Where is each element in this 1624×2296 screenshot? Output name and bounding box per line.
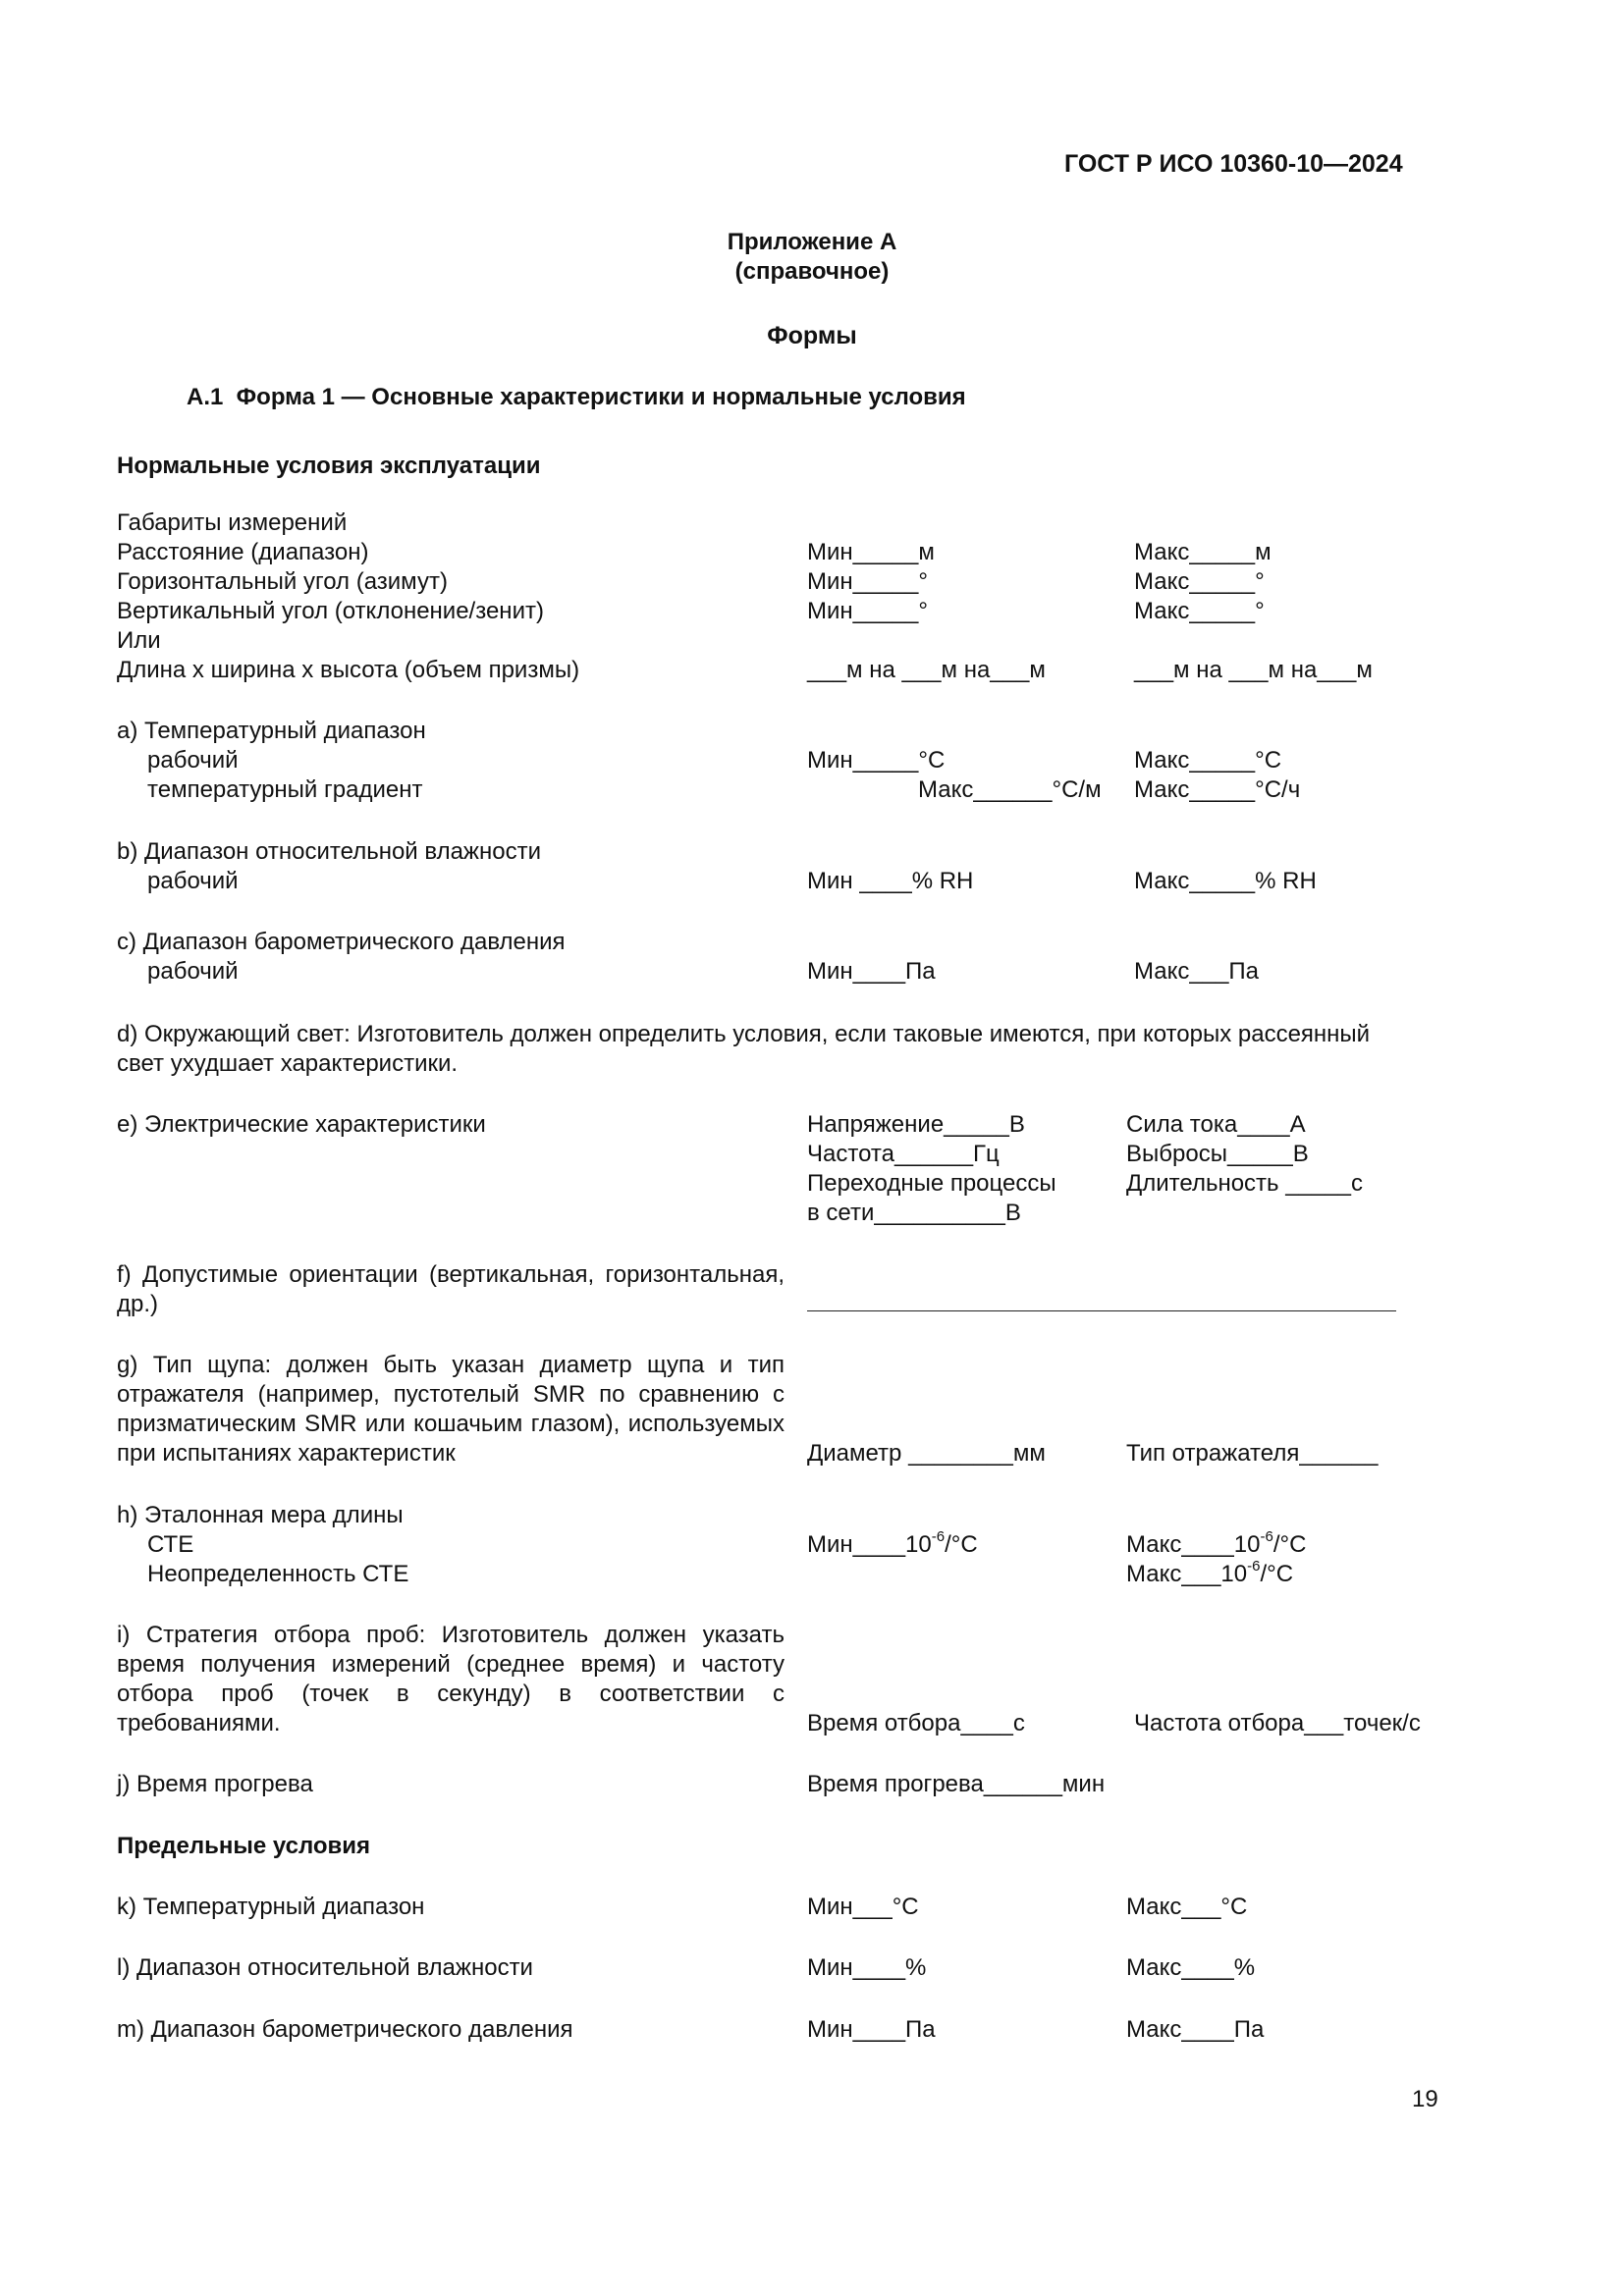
reflector-type-field: Тип отражателя______ <box>1126 1440 1379 1467</box>
section-title: Формы <box>767 322 857 349</box>
vertical-angle-max-field: Макс_____° <box>1134 598 1265 624</box>
temperature-working-label: рабочий <box>147 747 239 774</box>
distance-label: Расстояние (диапазон) <box>117 539 369 565</box>
pressure-working-label: рабочий <box>147 958 239 985</box>
sampling-strategy-text: i) Стратегия отбора проб: Изготовитель должен указать время получения измерений (среднее время) и частоту отбора проб (точек в секунду) в соответствии с требованиями. <box>117 1622 785 1736</box>
probe-diameter-field: Диаметр ________мм <box>807 1440 1046 1467</box>
appendix-title: Приложение А <box>727 229 897 255</box>
pressure-max-field: Макс___Па <box>1134 958 1260 985</box>
pressure-range-title: с) Диапазон барометрического давления <box>117 929 566 955</box>
lwh-label: Длина х ширина х высота (объем призмы) <box>117 657 580 683</box>
gradient-temporal-max-field: Макс_____°С/ч <box>1134 776 1301 803</box>
orientations-blank-line <box>807 1310 1396 1311</box>
gradient-spatial-max-field: Макс______°С/м <box>918 776 1102 803</box>
limit-pressure-min-field: Мин____Па <box>807 2016 936 2043</box>
warmup-field: Время прогрева______мин <box>807 1771 1106 1797</box>
vertical-angle-min-field: Мин_____° <box>807 598 928 624</box>
humidity-max-field: Макс_____% RH <box>1134 868 1317 894</box>
cte-min-field: $Мин\_\_\_\_10^{-6}/^\circ С$ <box>807 1528 978 1558</box>
length-standard-title: h) Эталонная мера длины <box>117 1502 404 1528</box>
horizontal-angle-max-field: Макс_____° <box>1134 568 1265 595</box>
limit-temperature-label: k) Температурный диапазон <box>117 1894 425 1920</box>
humidity-range-title: b) Диапазон относительной влажности <box>117 838 541 865</box>
distance-max-field: Макс_____м <box>1134 539 1272 565</box>
cte-uncertainty-max-field: $Макс\_\_\_10^{-6}/^\circ С$ <box>1126 1558 1294 1587</box>
horizontal-angle-label: Горизонтальный угол (азимут) <box>117 568 448 595</box>
limit-temperature-min-field: Мин___°С <box>807 1894 919 1920</box>
transients-field: в сети__________В <box>807 1200 1021 1226</box>
appendix-subtitle: (справочное) <box>734 258 890 285</box>
temperature-max-field: Макс_____°С <box>1134 747 1282 774</box>
sampling-rate-field: Частота отбора___точек/с <box>1134 1710 1421 1736</box>
electrical-title: e) Электрические характеристики <box>117 1111 486 1138</box>
dimensions-title: Габариты измерений <box>117 509 348 536</box>
limit-humidity-min-field: Мин____% <box>807 1954 927 1981</box>
or-label: Или <box>117 627 161 654</box>
ambient-light-line1: d) Окружающий свет: Изготовитель должен определить условия, если таковые имеются, при которых рассеянный <box>117 1021 1371 1047</box>
limit-pressure-label: m) Диапазон барометрического давления <box>117 2016 573 2043</box>
temperature-range-title: a) Температурный диапазон <box>117 718 426 744</box>
surges-field: Выбросы_____В <box>1126 1141 1309 1167</box>
frequency-field: Частота______Гц <box>807 1141 1000 1167</box>
cte-max-field: $Макс\_\_\_\_10^{-6}/^\circ С$ <box>1126 1528 1307 1558</box>
ambient-light-line2: свет ухудшает характеристики. <box>117 1050 459 1077</box>
limit-temperature-max-field: Макс___°С <box>1126 1894 1248 1920</box>
transients-label: Переходные процессы <box>807 1170 1056 1197</box>
standard-header: ГОСТ Р ИСО 10360-10—2024 <box>1064 150 1403 178</box>
lwh-min-field: ___м на ___м на___м <box>807 657 1046 683</box>
voltage-field: Напряжение_____В <box>807 1111 1025 1138</box>
limit-humidity-max-field: Макс____% <box>1126 1954 1256 1981</box>
distance-min-field: Мин_____м <box>807 539 935 565</box>
probe-type-text: g) Тип щупа: должен быть указан диаметр щупа и тип отражателя (например, пустотелый SMR по сравнению с призматическим SMR или кошачьим глазом), используемых при испытаниях характеристик <box>117 1352 785 1467</box>
humidity-min-field: Мин ____% RH <box>807 868 974 894</box>
warmup-label: j) Время прогрева <box>117 1771 313 1797</box>
temperature-gradient-label: температурный градиент <box>147 776 423 803</box>
duration-field: Длительность _____с <box>1126 1170 1363 1197</box>
limit-conditions-heading: Предельные условия <box>117 1833 371 1859</box>
vertical-angle-label: Вертикальный угол (отклонение/зенит) <box>117 598 544 624</box>
horizontal-angle-min-field: Мин_____° <box>807 568 928 595</box>
page-number: 19 <box>1412 2086 1438 2112</box>
humidity-working-label: рабочий <box>147 868 239 894</box>
cte-label: СТЕ <box>147 1531 194 1558</box>
temperature-min-field: Мин_____°С <box>807 747 946 774</box>
cte-uncertainty-label: Неопределенность СТЕ <box>147 1561 409 1587</box>
sampling-time-field: Время отбора____с <box>807 1710 1025 1736</box>
form-heading: А.1 Форма 1 — Основные характеристики и нормальные условия <box>187 384 966 410</box>
orientations-text: f) Допустимые ориентации (вертикальная, горизонтальная, др.) <box>117 1261 785 1317</box>
limit-pressure-max-field: Макс____Па <box>1126 2016 1265 2043</box>
pressure-min-field: Мин____Па <box>807 958 936 985</box>
current-field: Сила тока____А <box>1126 1111 1306 1138</box>
normal-conditions-heading: Нормальные условия эксплуатации <box>117 453 541 479</box>
limit-humidity-label: l) Диапазон относительной влажности <box>117 1954 533 1981</box>
lwh-max-field: ___м на ___м на___м <box>1134 657 1373 683</box>
